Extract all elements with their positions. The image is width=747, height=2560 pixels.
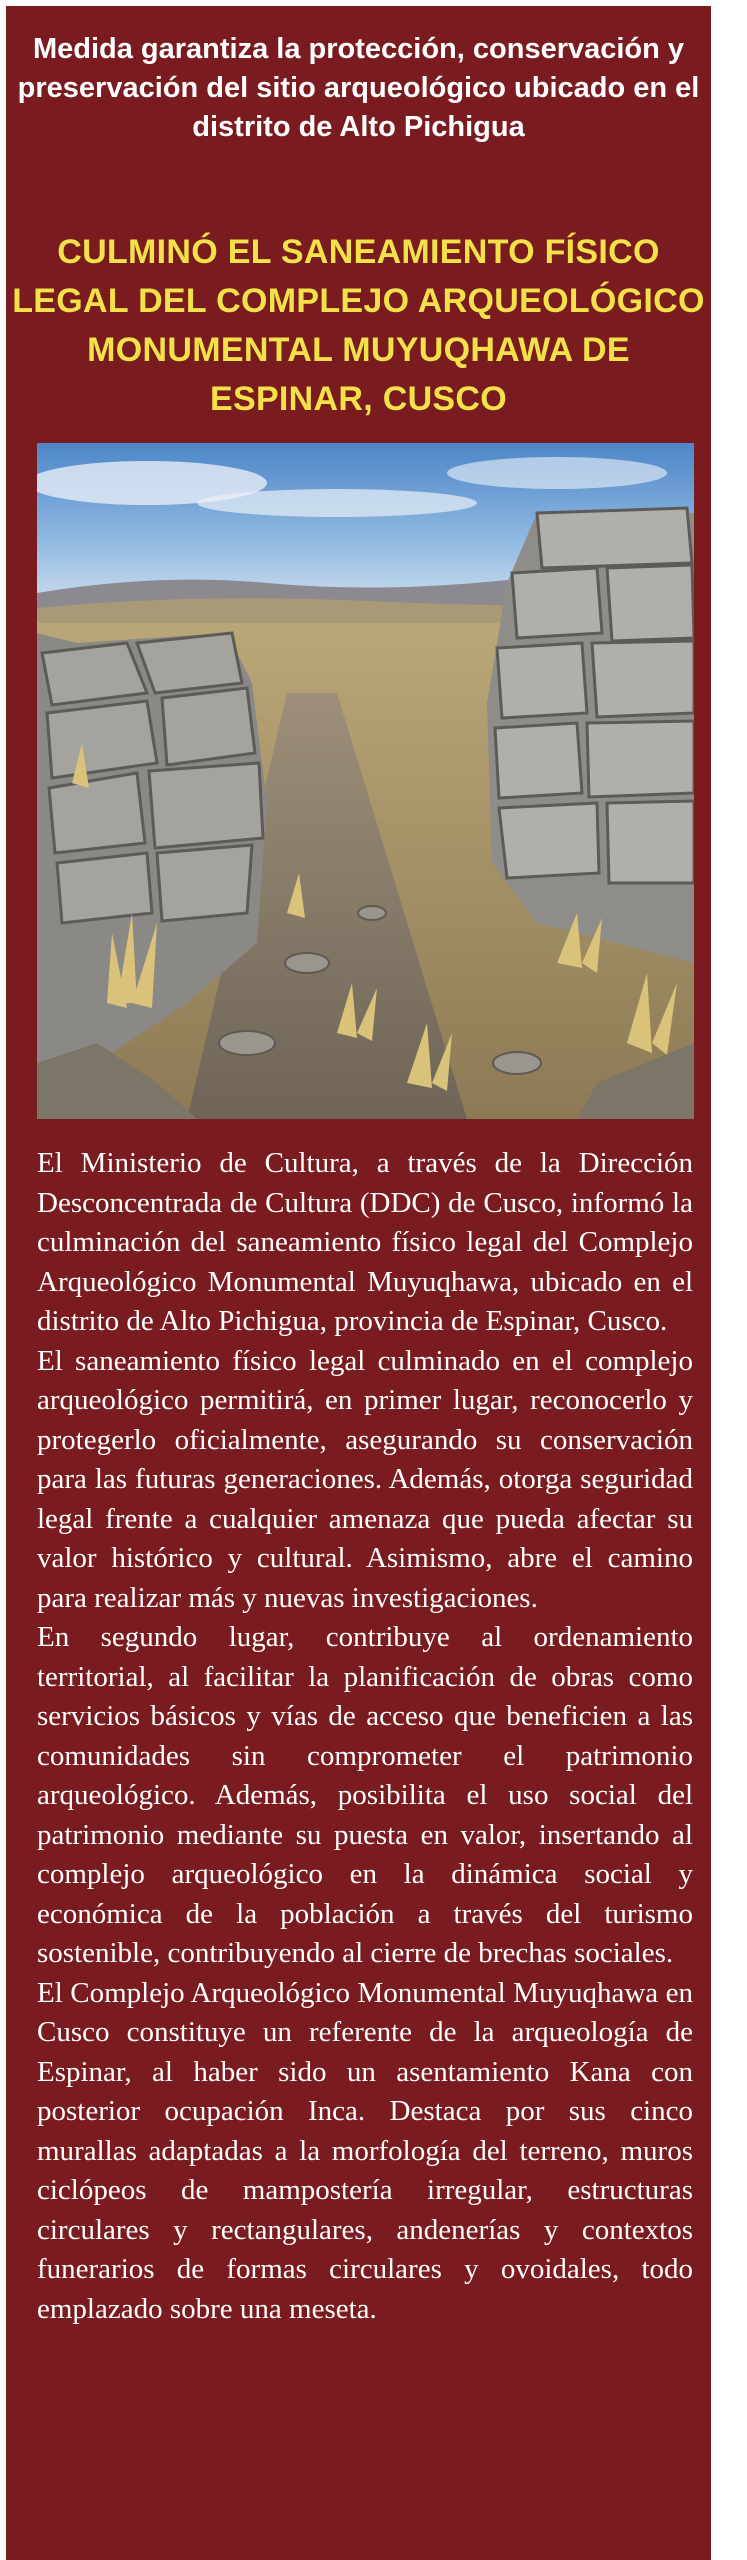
- article-paragraph: El Complejo Arqueológico Monumental Muyuqhawa en Cusco constituye un referente de la arqueología de Espinar, al haber sido un asentamiento Kana con posterior ocupación Inca. Destaca por sus cinco murallas adaptadas a la morfología del terreno, muros ciclópeos de mampostería irregular, estructuras circulares y rectangulares, andenerías y contextos funerarios de formas circulares y ovoidales, todo emplazado sobre una meseta.: [37, 1976, 693, 2325]
- article-paragraph: El saneamiento físico legal culminado en el complejo arqueológico permitirá, en primer lugar, reconocerlo y protegerlo oficialmente, asegurando su conservación para las futuras generaciones. Además, otorga seguridad legal frente a cualquier amenaza que pueda afectar su valor histórico y cultural. Asimismo, abre el camino para realizar más y nuevas investigaciones.: [37, 1344, 693, 1614]
- article-kicker: Medida garantiza la protección, conservación y preservación del sitio arqueológico ubicado en el distrito de Alto Pichigua: [17, 33, 700, 143]
- article-photo: [37, 443, 694, 1119]
- article-headline: CULMINÓ EL SANEAMIENTO FÍSICO LEGAL DEL COMPLEJO ARQUEOLÓGICO MONUMENTAL MUYUQHAWA DE ESPINAR, CUSCO: [12, 233, 705, 418]
- archaeological-site-photo: [37, 443, 694, 1119]
- article-body: [37, 1144, 693, 2329]
- article-panel: [6, 6, 711, 2560]
- article-paragraph: En segundo lugar, contribuye al ordenamiento territorial, al facilitar la planificación de obras como servicios básicos y vías de acceso que beneficien a las comunidades sin comprometer el patrimonio arqueológico. Además, posibilita el uso social del patrimonio mediante su puesta en valor, insertando al complejo arqueológico en la dinámica social y económica de la población a través del turismo sostenible, contribuyendo al cierre de brechas sociales.: [37, 1621, 693, 1969]
- article-paragraph: El Ministerio de Cultura, a través de la Dirección Desconcentrada de Cultura (DDC) de Cusco, informó la culminación del saneamiento físico legal del Complejo Arqueológico Monumental Muyuqhawa, ubicado en el distrito de Alto Pichigua, provincia de Espinar, Cusco.: [37, 1147, 693, 1337]
